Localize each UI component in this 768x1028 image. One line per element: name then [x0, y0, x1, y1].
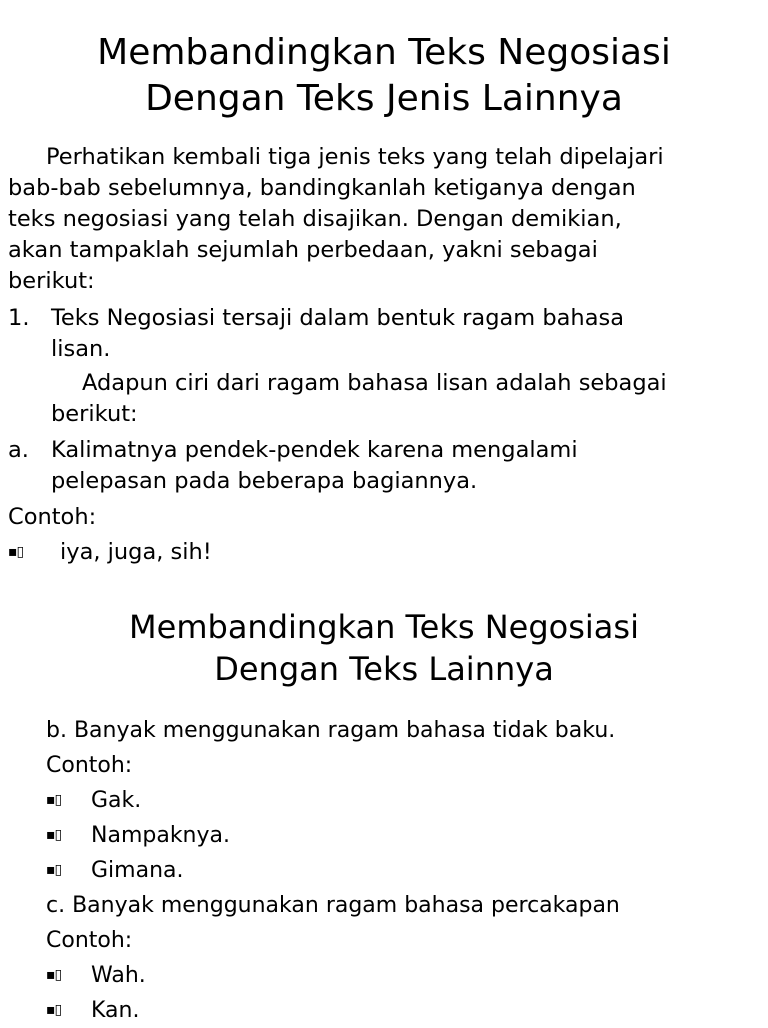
slide-title [0, 606, 768, 690]
list-item-line: Teks Negosiasi tersaji dalam bentuk ragam bahasa [51, 305, 624, 331]
bullet-icon: ▪▯ [46, 1002, 62, 1018]
example-item: Nampaknya. [91, 823, 230, 848]
list-item-line: berikut: [51, 401, 138, 427]
bullet-icon: ▪▯ [46, 792, 62, 808]
example-label: Contoh: [46, 753, 133, 778]
slide-title [0, 30, 768, 122]
example-item: Gimana. [91, 858, 184, 883]
title-line: Dengan Teks Jenis Lainnya [145, 78, 623, 119]
paragraph-line: Perhatikan kembali tiga jenis teks yang telah dipelajari [46, 144, 664, 170]
list-item-line: Kalimatnya pendek-pendek karena mengalami [51, 437, 578, 463]
example-label: Contoh: [8, 504, 97, 530]
point-b: b. Banyak menggunakan ragam bahasa tidak baku. [46, 718, 616, 743]
example-label: Contoh: [46, 928, 133, 953]
list-item-line: Adapun ciri dari ragam bahasa lisan adalah sebagai [82, 370, 667, 396]
example-item: Gak. [91, 788, 142, 813]
example-item: Kan. [91, 998, 140, 1023]
list-number: 1. [8, 305, 30, 331]
example-item: Wah. [91, 963, 146, 988]
title-line: Dengan Teks Lainnya [214, 650, 554, 688]
example-item: iya, juga, sih! [60, 539, 212, 565]
paragraph-line: berikut: [8, 268, 95, 294]
list-letter: a. [8, 437, 29, 463]
bullet-icon: ▪▯ [46, 967, 62, 983]
point-c: c. Banyak menggunakan ragam bahasa percakapan [46, 893, 620, 918]
slide-2 [0, 584, 768, 1024]
title-line: Membandingkan Teks Negosiasi [97, 32, 671, 73]
list-item-line: lisan. [51, 336, 111, 362]
paragraph-line: akan tampaklah sejumlah perbedaan, yakni sebagai [8, 237, 598, 263]
paragraph-line: bab-bab sebelumnya, bandingkanlah ketiganya dengan [8, 175, 636, 201]
bullet-icon: ▪▯ [8, 544, 24, 560]
title-line: Membandingkan Teks Negosiasi [129, 608, 639, 646]
bullet-icon: ▪▯ [46, 862, 62, 878]
paragraph-line: teks negosiasi yang telah disajikan. Dengan demikian, [8, 206, 622, 232]
list-item-line: pelepasan pada beberapa bagiannya. [51, 468, 478, 494]
bullet-icon: ▪▯ [46, 827, 62, 843]
